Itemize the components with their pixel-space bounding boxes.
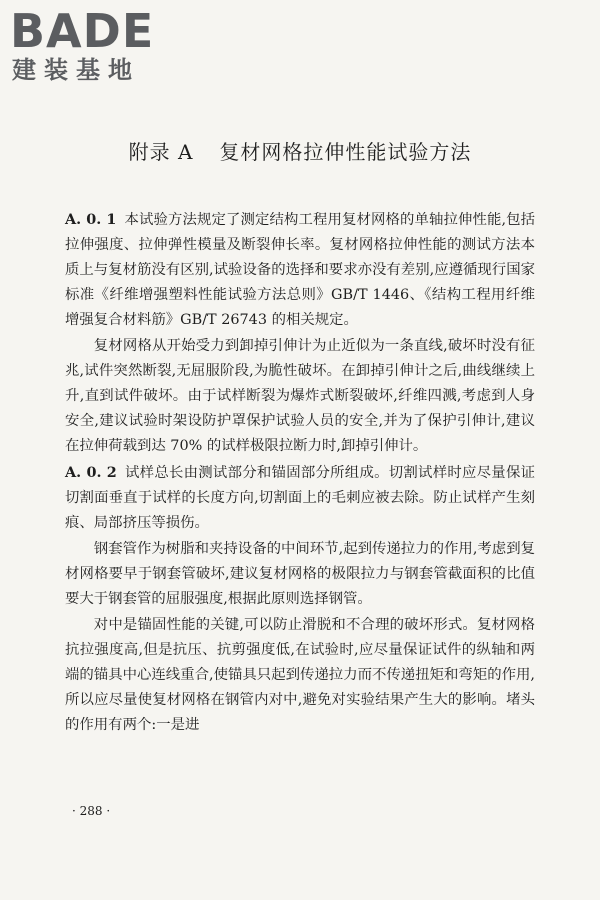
- watermark-logo: [10, 6, 190, 88]
- paragraph: [65, 460, 535, 536]
- paragraph: [65, 613, 535, 738]
- appendix-label: 附录 A: [128, 140, 194, 164]
- logo-brand-text: BADE: [10, 4, 155, 58]
- paragraph-text: 本试验方法规定了测定结构工程用复材网格的单轴拉伸性能,包括拉伸强度、拉伸弹性模量及断裂伸长率。复材网格拉伸性能的测试方法本质上与复材筋没有区别,试验设备的选择和要求亦没有差别,应遵循现行国家标准《纤维增强塑料性能试验方法总则》GB/T 1446、《结构工程用纤维增强复合材料筋》GB/T 26743 的相关规定。: [65, 212, 536, 328]
- paragraph-text: 钢套管作为树脂和夹持设备的中间环节,起到传递拉力的作用,考虑到复材网格要早于钢套管破坏,建议复材网格的极限拉力与钢套管截面积的比值要大于钢套管的屈服强度,根据此原则选择钢管。: [65, 541, 535, 607]
- paragraph: [65, 537, 535, 612]
- paragraph: [65, 334, 535, 459]
- body-text: [65, 207, 535, 739]
- paragraph-text: 对中是锚固性能的关键,可以防止滑脱和不合理的破坏形式。复材网格抗拉强度高,但是抗压、抗剪强度低,在试验时,应尽量保证试件的纵轴和两端的锚具中心连线重合,使锚具只起到传递拉力而不传递扭矩和弯矩的作用,所以应尽量使复材网格在钢管内对中,避免对实验结果产生大的影响。堵头的作用有两个:一是进: [65, 617, 535, 733]
- page-title: [0, 138, 600, 166]
- clause-number: A. 0. 2: [65, 464, 117, 481]
- paragraph: [65, 207, 535, 333]
- paragraph-text: 复材网格从开始受力到卸掉引伸计为止近似为一条直线,破坏时没有征兆,试件突然断裂,无屈服阶段,为脆性破坏。在卸掉引伸计之后,曲线继续上升,直到试件破坏。由于试样断裂为爆炸式断裂破坏,纤维四溅,考虑到人身安全,建议试验时架设防护罩保护试验人员的安全,并为了保护引伸计,建议在拉伸荷载到达 70% 的试样极限拉断力时,卸掉引伸计。: [65, 338, 535, 454]
- clause-number: A. 0. 1: [65, 211, 117, 228]
- logo-subtitle-text: 建装基地: [12, 56, 140, 84]
- paragraph-text: 试样总长由测试部分和锚固部分所组成。切割试样时应尽量保证切割面垂直于试样的长度方向,切割面上的毛刺应被去除。防止试样产生刻痕、局部挤压等损伤。: [65, 465, 535, 531]
- page-number: · 288 ·: [72, 804, 111, 818]
- appendix-title: 复材网格拉伸性能试验方法: [219, 140, 472, 164]
